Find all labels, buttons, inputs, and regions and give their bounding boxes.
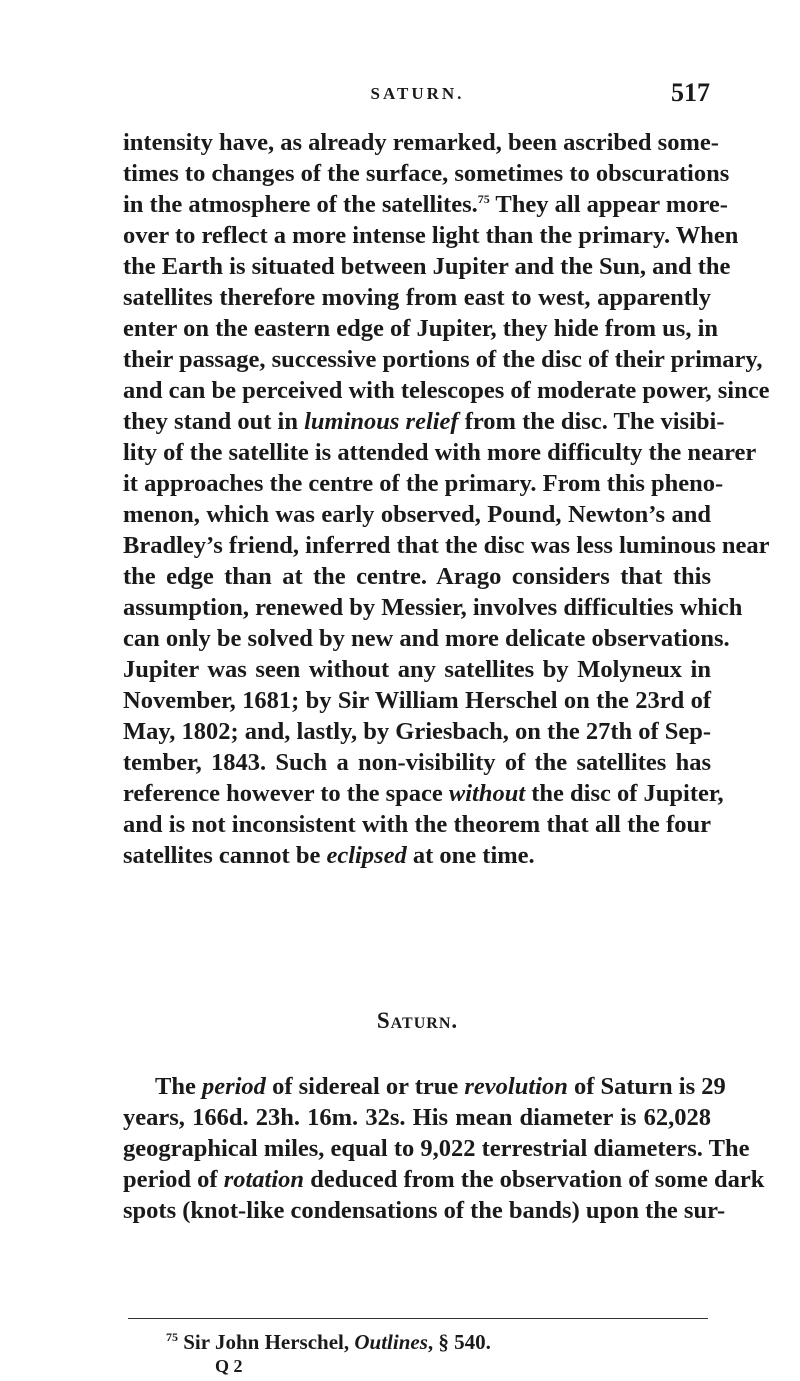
text-span: satellites cannot be: [123, 842, 327, 869]
text-span: , § 540.: [427, 1330, 491, 1354]
text-line: and can be perceived with telescopes of moderate power, since: [123, 377, 770, 404]
text-span: in the atmosphere of the satellites.: [123, 191, 478, 218]
italic-word: period: [201, 1073, 266, 1100]
text-span: period of: [123, 1166, 224, 1193]
italic-word: rotation: [223, 1166, 305, 1193]
text-span: at one time.: [406, 842, 535, 869]
text-line: May, 1802; and, lastly, by Griesbach, on the 27th of Sep-: [123, 718, 712, 745]
footnote-marker: 75: [166, 1330, 178, 1344]
page-number: 517: [671, 78, 710, 107]
text-line: it approaches the centre of the primary. From this pheno-: [123, 470, 724, 497]
text-span: The: [155, 1073, 202, 1100]
text-span: reference however to the space: [123, 780, 449, 807]
text-span: from the disc. The visibi-: [458, 408, 725, 435]
section-heading: Saturn.: [376, 1008, 459, 1033]
text-span: Sir John Herschel,: [178, 1330, 355, 1354]
text-span: they stand out in: [123, 408, 305, 435]
text-line: menon, which was early observed, Pound, Newton’s and: [123, 501, 711, 528]
text-line: geographical miles, equal to 9,022 terrestrial diameters. The: [123, 1135, 750, 1162]
italic-word: revolution: [464, 1073, 568, 1100]
text-line: Jupiter was seen without any satellites by Molyneux in: [123, 656, 711, 683]
text-line: intensity have, as already remarked, been ascribed some-: [123, 129, 719, 156]
text-line: November, 1681; by Sir William Herschel on the 23rd of: [123, 687, 711, 714]
footnote-reference: 75: [477, 192, 490, 206]
text-line: tember, 1843. Such a non-visibility of the satellites has: [123, 749, 711, 776]
text-line: [123, 189, 728, 220]
signature-mark: Q 2: [215, 1356, 243, 1376]
italic-word: eclipsed: [326, 842, 407, 869]
text-line: over to reflect a more intense light than the primary. When: [123, 222, 739, 249]
text-line: satellites therefore moving from east to west, apparently: [123, 284, 711, 311]
text-span: of Saturn is 29: [567, 1073, 726, 1100]
text-line: spots (knot-like condensations of the bands) upon the sur-: [123, 1197, 726, 1224]
text-line: lity of the satellite is attended with more difficulty the nearer: [123, 439, 757, 466]
text-line: the edge than at the centre. Arago considers that this: [123, 563, 711, 590]
italic-title: Outlines: [354, 1330, 428, 1354]
text-line: [123, 840, 711, 871]
text-line: assumption, renewed by Messier, involves difficulties which: [123, 594, 743, 621]
text-line: times to changes of the surface, sometimes to obscurations: [123, 160, 730, 187]
running-title: SATURN.: [370, 84, 465, 103]
text-span: They all appear more-: [489, 191, 728, 218]
text-span: the disc of Jupiter,: [525, 780, 724, 807]
text-line: enter on the eastern edge of Jupiter, they hide from us, in: [123, 315, 718, 342]
footnote-rule: [128, 1318, 708, 1319]
text-span: deduced from the observation of some dark: [304, 1166, 765, 1193]
footnote: [166, 1330, 491, 1355]
text-line: and is not inconsistent with the theorem that all the four: [123, 811, 711, 838]
text-line: Bradley’s friend, inferred that the disc was less luminous near: [123, 532, 770, 559]
text-line: their passage, successive portions of the disc of their primary,: [123, 346, 763, 373]
italic-phrase: luminous relief: [304, 408, 459, 435]
text-line: can only be solved by new and more delicate observations.: [123, 625, 730, 652]
text-line: [123, 1071, 726, 1102]
text-line: the Earth is situated between Jupiter and the Sun, and the: [123, 253, 731, 280]
text-span: of sidereal or true: [265, 1073, 465, 1100]
running-head: [125, 78, 710, 118]
text-line: [123, 1164, 765, 1195]
text-line: [123, 406, 725, 437]
text-line: years, 166d. 23h. 16m. 32s. His mean diameter is 62,028: [123, 1104, 711, 1131]
text-line: [123, 778, 724, 809]
italic-word: without: [448, 780, 526, 807]
